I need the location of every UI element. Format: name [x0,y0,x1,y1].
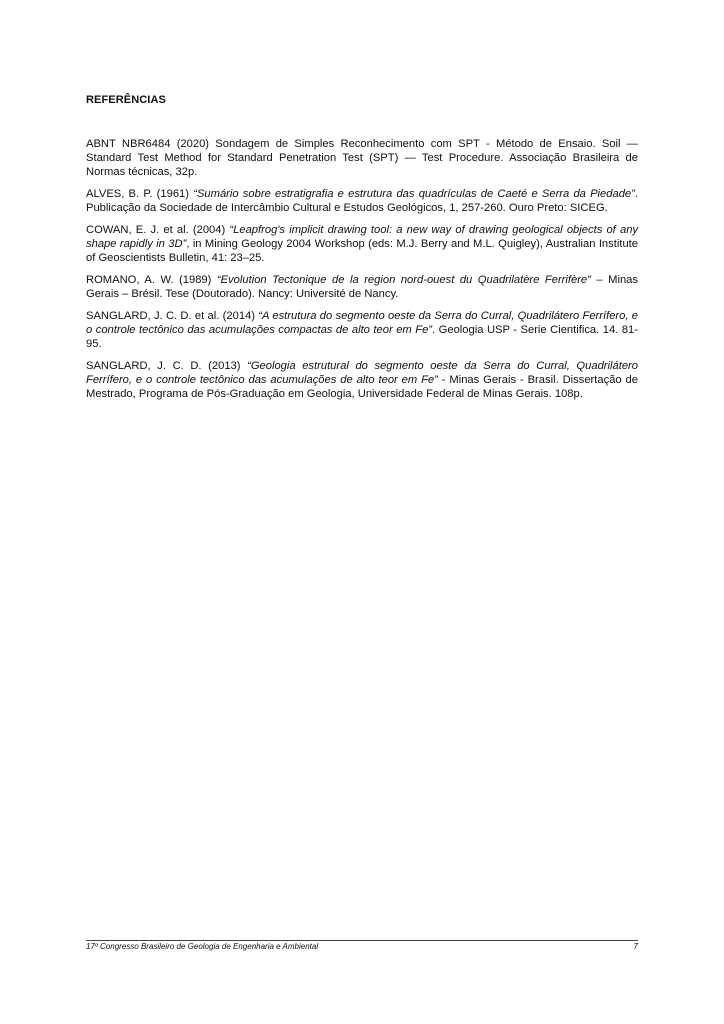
reference-author: COWAN, E. J. et al. (2004) [86,223,230,236]
reference-list [86,137,638,409]
reference-details: . Publicação da Sociedade de Intercâmbio Cultural e Estudos Geológicos, 1, 257-260. Ouro Preto: SICEG. [86,188,638,215]
reference-details: . Geologia USP - Serie Cientifica. 14. 81-95. [86,323,638,350]
reference-item [86,309,638,352]
reference-item [86,223,638,266]
reference-author: ALVES, B. P. (1961) [86,188,194,200]
reference-title: “Leapfrog's implicit drawing tool: a new way of drawing geological objects of any shape rapidly in 3D” [86,223,639,250]
reference-title: “Evolution Tectonique de la region nord-ouest du Quadrilatère Ferrifère” [216,273,591,286]
footer-divider [86,940,638,941]
reference-item [86,137,638,180]
reference-text: ABNT NBR6484 (2020) Sondagem de Simples Reconhecimento com SPT - Método de Ensaio. Soil — Standard Test Method for Standard Penetration Test (SPT) — Test Procedure. Associação Brasileira de Normas técnicas, 32p. [86,138,638,179]
reference-author: SANGLARD, J. C. D. et al. (2014) [86,309,259,322]
footer-conference-name: 17º Congresso Brasileiro de Geologia de Engenharia e Ambiental [86,942,319,951]
reference-author: SANGLARD, J. C. D. (2013) [86,359,248,372]
reference-title: “Sumário sobre estratigrafia e estrutura das quadrículas de Caeté e Serra da Piedade” [193,188,635,200]
section-title: REFERÊNCIAS [86,94,166,106]
reference-details: - Minas Gerais - Brasil. Dissertação de Mestrado, Programa de Pós-Graduação em Geologia, Universidade Federal de Minas Gerais. 108p. [86,373,638,400]
page-number: 7 [633,942,638,951]
reference-item [86,359,638,402]
reference-item [86,273,638,301]
reference-author: ROMANO, A. W. (1989) [86,273,217,286]
reference-item [86,187,638,215]
reference-title: “A estrutura do segmento oeste da Serra do Curral, Quadrilátero Ferrífero, e o controle tectônico das acumulações compactas de alto teor em Fe” [86,309,639,336]
reference-details: , in Mining Geology 2004 Workshop (eds: M.J. Berry and M.L. Quigley), Australian Institute of Geoscientists Bulletin, 41: 23–25. [86,238,639,265]
reference-title: “Geologia estrutural do segmento oeste da Serra do Curral, Quadrilátero Ferrífero, e o controle tectônico das acumulações de alto teor em Fe” [86,359,638,386]
reference-details: – Minas Gerais – Brésil. Tese (Doutorado). Nancy: Université de Nancy. [86,273,638,300]
